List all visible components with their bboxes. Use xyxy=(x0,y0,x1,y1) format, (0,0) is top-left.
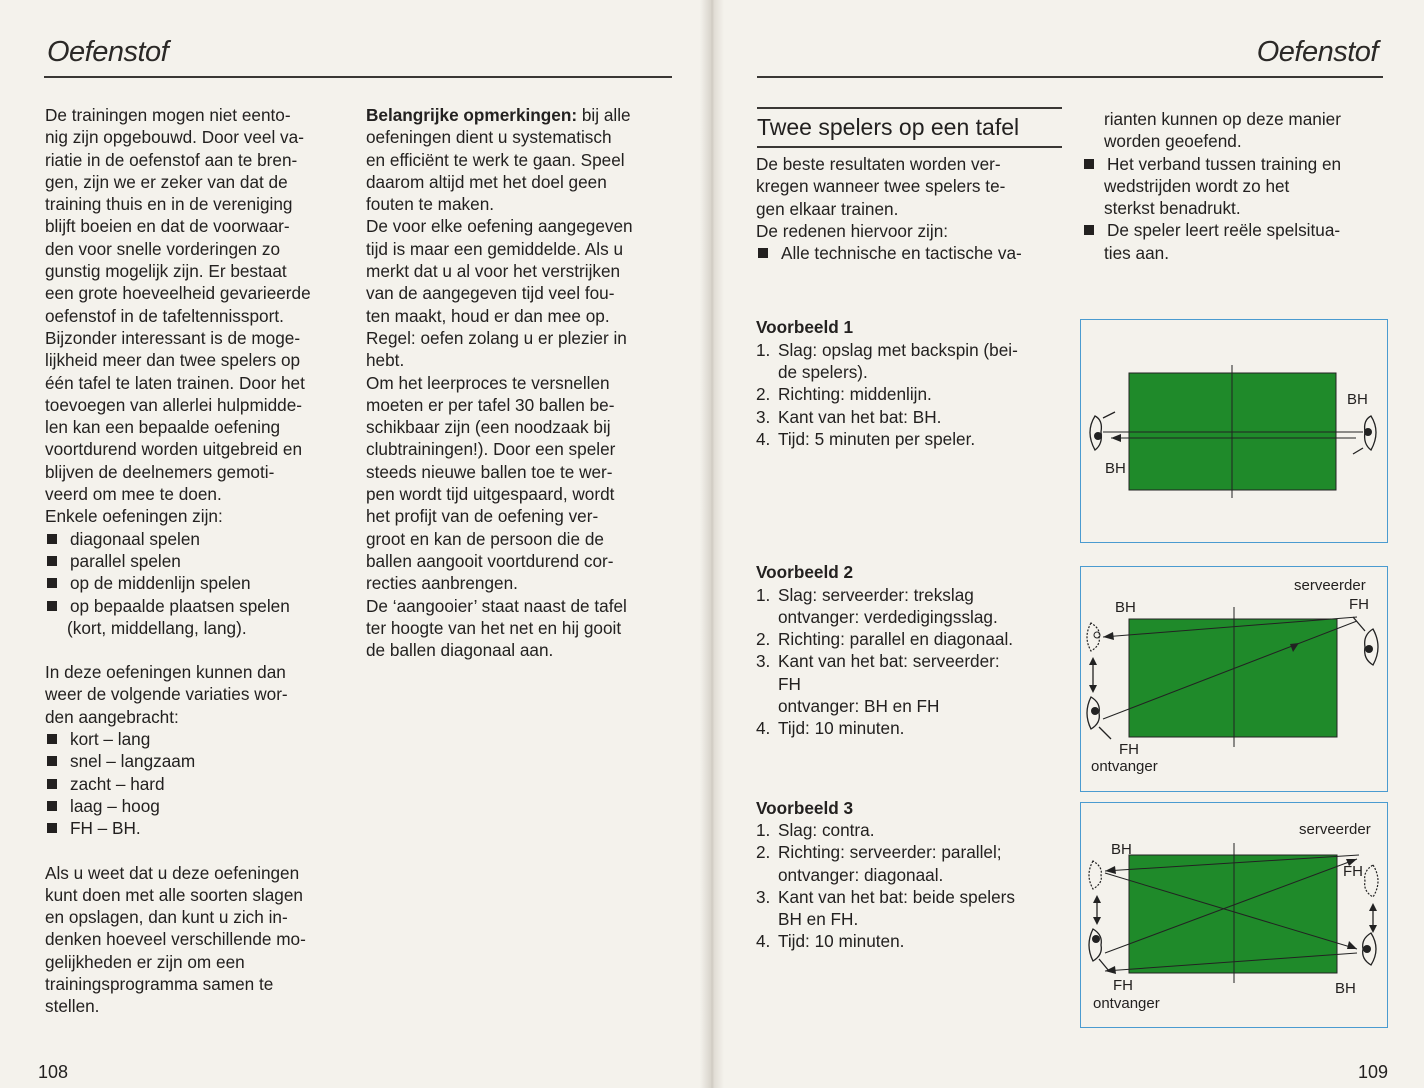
section-rule-top xyxy=(757,107,1062,109)
reason-list-item-cont: worden geoefend. xyxy=(1104,131,1242,152)
player-icon xyxy=(1353,416,1376,454)
body-text-line: denken hoeveel verschillende mo- xyxy=(45,929,306,950)
body-text-line: tijd is maar een gemiddelde. Als u xyxy=(366,238,623,259)
label-bh: BH xyxy=(1105,460,1126,477)
exercise-list-item: op bepaalde plaatsen spelen xyxy=(45,595,365,617)
exercise-list-item-cont: (kort, middellang, lang). xyxy=(67,617,247,638)
reason-list-item: De speler leert reële spelsitua- xyxy=(1082,219,1382,241)
diagram-voorbeeld-1 xyxy=(1080,319,1388,543)
example-item-line xyxy=(756,819,1066,841)
example-item-number: 1. xyxy=(756,584,771,605)
body-text-line: schikbaar zijn (een noodzaak bij xyxy=(366,417,611,438)
example-item-line xyxy=(756,606,1066,628)
example-item-text: Kant van het bat: BH. xyxy=(778,406,942,427)
body-text-line: riatie in de oefenstof aan te bren- xyxy=(45,149,298,170)
body-text-line: De ‘aangooier’ staat naast de tafel xyxy=(366,595,627,616)
body-text-line: groot en kan de persoon die de xyxy=(366,528,604,549)
table-surface xyxy=(1129,855,1337,973)
example-item-text: Slag: contra. xyxy=(778,819,875,840)
example-title: Voorbeeld 3 xyxy=(756,797,854,818)
reason-list-item: wedstrijden wordt zo het xyxy=(1104,175,1290,196)
body-text-line: De trainingen mogen niet eento- xyxy=(45,105,291,125)
body-text-line: kunt doen met alle soorten slagen xyxy=(45,884,303,905)
example-item-text: Richting: serveerder: parallel; xyxy=(778,842,1002,863)
right-column-2 xyxy=(1082,108,1382,264)
example-item-line xyxy=(756,428,1066,450)
example-item-number: 2. xyxy=(756,384,771,405)
example-item-line xyxy=(756,841,1066,863)
body-text-line: Om het leerproces te versnellen xyxy=(366,372,610,393)
example-item-text: Tijd: 10 minuten. xyxy=(778,718,905,739)
example-item-text: Slag: opslag met backspin (bei- xyxy=(778,339,1018,360)
example-item-text: Kant van het bat: serveerder: xyxy=(778,651,1000,672)
body-text-line: voortdurend worden uitgebreid en xyxy=(45,439,303,460)
label-ontvanger: ontvanger xyxy=(1093,995,1160,1012)
example-item-text: Richting: middenlijn. xyxy=(778,384,932,405)
example-item-text: Slag: serveerder: trekslag xyxy=(778,584,974,605)
body-text-line: veerd om mee te doen. xyxy=(45,484,222,505)
player-icon xyxy=(1363,933,1376,965)
body-text-line: gunstig mogelijk zijn. Er bestaat xyxy=(45,261,287,282)
example-item-number: 1. xyxy=(756,339,771,360)
variation-list-item: zacht – hard xyxy=(45,773,365,795)
right-header-rule xyxy=(757,76,1383,78)
label-bh: BH xyxy=(1111,841,1132,858)
example-item-text: Tijd: 10 minuten. xyxy=(778,931,905,952)
body-text-line: trainingsprogramma samen te xyxy=(45,973,274,994)
body-text-line: hebt. xyxy=(366,350,405,371)
label-serveerder: serveerder xyxy=(1294,577,1366,594)
player-icon xyxy=(1087,697,1111,739)
body-text-line: steeds nieuwe ballen toe te wer- xyxy=(366,461,613,482)
player-icon xyxy=(1089,861,1101,889)
player-icon xyxy=(1090,412,1115,450)
exercise-list-item: diagonaal spelen xyxy=(45,528,365,550)
right-page-number: 109 xyxy=(1358,1062,1389,1082)
diagram-voorbeeld-2 xyxy=(1080,566,1388,792)
example-item-line xyxy=(756,695,1066,717)
body-text-line: het profijt van de oefening ver- xyxy=(366,506,599,527)
body-text-line: een grote hoeveelheid gevarieerde xyxy=(45,283,311,304)
example-item-line xyxy=(756,339,1066,361)
double-arrow-icon xyxy=(1093,895,1101,925)
body-text-line: daarom altijd met het doel geen xyxy=(366,171,607,192)
example-item-line xyxy=(756,584,1066,606)
body-text-line: In deze oefeningen kunnen dan xyxy=(45,662,286,683)
example-item-line xyxy=(756,886,1066,908)
body-text-line: fouten te maken. xyxy=(366,194,495,215)
body-text-line: Als u weet dat u deze oefeningen xyxy=(45,862,300,883)
label-bh: BH xyxy=(1335,980,1356,997)
body-text-line: len kan een bepaalde oefening xyxy=(45,417,281,438)
book-gutter xyxy=(700,0,724,1088)
example-item-text: BH en FH. xyxy=(778,909,859,930)
variation-list-item: laag – hoog xyxy=(45,795,365,817)
label-bh: BH xyxy=(1115,599,1136,616)
body-text-line: oefeningen dient u systematisch xyxy=(366,127,612,148)
reason-list-item-cont: rianten kunnen op deze manier xyxy=(1104,109,1341,129)
section-title: Twee spelers op een tafel xyxy=(757,114,1020,140)
diagram-1-drawing xyxy=(1081,320,1387,542)
body-text-line: gen elkaar trainen. xyxy=(756,198,899,219)
label-fh: FH xyxy=(1119,741,1139,758)
body-text-line: weer de volgende variaties wor- xyxy=(45,684,288,705)
label-bh: BH xyxy=(1347,391,1368,408)
body-text-line: De redenen hiervoor zijn: xyxy=(756,220,949,241)
body-text-line: toevoegen van allerlei hulpmidde- xyxy=(45,394,303,415)
label-fh: FH xyxy=(1343,863,1363,880)
double-arrow-icon xyxy=(1369,903,1377,933)
example-item-line xyxy=(756,406,1066,428)
example-item-number: 2. xyxy=(756,629,771,650)
label-ontvanger: ontvanger xyxy=(1091,758,1158,775)
example-item-line xyxy=(756,628,1066,650)
body-text-line: ballen aangooit voortdurend cor- xyxy=(366,550,614,571)
example-item-text: ontvanger: BH en FH xyxy=(778,696,940,717)
arrow-head xyxy=(1111,434,1121,442)
remarks-heading: Belangrijke opmerkingen: xyxy=(366,105,578,125)
body-text-line: moeten er per tafel 30 ballen be- xyxy=(366,394,615,415)
example-item-number: 4. xyxy=(756,931,771,952)
body-text-line: ten maakt, houd er dan mee op. xyxy=(366,305,610,326)
body-text-line: recties aanbrengen. xyxy=(366,573,518,594)
body-text-line: en efficiënt te werk te gaan. Speel xyxy=(366,149,625,170)
example-item-text: Richting: parallel en diagonaal. xyxy=(778,629,1014,650)
body-text-line: gen, zijn we er zeker van dat de xyxy=(45,171,288,192)
right-page-header: Oefenstof xyxy=(1256,36,1378,68)
body-text-line: De voor elke oefening aangegeven xyxy=(366,216,633,237)
example-item-number: 3. xyxy=(756,886,771,907)
example-item-line xyxy=(756,930,1066,952)
body-text-line: Bijzonder interessant is de moge- xyxy=(45,327,301,348)
player-icon xyxy=(1087,623,1100,651)
example-item-text: Kant van het bat: beide spelers xyxy=(778,886,1015,907)
example-item-number: 3. xyxy=(756,406,771,427)
reason-list-item: Alle technische en tactische va- xyxy=(756,242,1066,264)
example-item-text: de spelers). xyxy=(778,362,868,383)
right-column-1 xyxy=(756,153,1066,953)
example-item-number: 4. xyxy=(756,428,771,449)
example-item-line xyxy=(756,673,1066,695)
left-header-rule xyxy=(44,76,672,78)
example-item-line xyxy=(756,908,1066,930)
label-fh: FH xyxy=(1349,596,1369,613)
body-text-line: Regel: oefen zolang u er plezier in xyxy=(366,327,627,348)
example-item-number: 2. xyxy=(756,842,771,863)
example-item-line xyxy=(756,361,1066,383)
arrow-head xyxy=(1103,632,1114,640)
double-arrow-icon xyxy=(1089,657,1097,693)
example-item-text: FH xyxy=(778,673,801,694)
body-text-line: den voor snelle vorderingen zo xyxy=(45,238,281,259)
body-text-line: pen wordt tijd uitgespaard, wordt xyxy=(366,484,615,505)
body-text-line: stellen. xyxy=(45,996,100,1017)
exercise-list-item: parallel spelen xyxy=(45,550,365,572)
example-item-text: Tijd: 5 minuten per speler. xyxy=(778,428,976,449)
body-text-line: merkt dat u al voor het verstrijken xyxy=(366,261,621,282)
remarks-first-line-rest: bij alle xyxy=(577,105,631,125)
left-column-1 xyxy=(45,104,365,1018)
body-text-line: blijven de deelnemers gemoti- xyxy=(45,461,275,482)
example-item-number: 4. xyxy=(756,718,771,739)
player-icon xyxy=(1353,617,1378,665)
body-text-line: den aangebracht: xyxy=(45,706,179,727)
body-text-line: één tafel te laten trainen. Door het xyxy=(45,372,305,393)
example-item-line xyxy=(756,650,1066,672)
body-text-line: Enkele oefeningen zijn: xyxy=(45,506,223,527)
table-surface xyxy=(1129,619,1337,737)
example-item-number: 3. xyxy=(756,651,771,672)
player-icon xyxy=(1365,865,1378,897)
body-text-line: de ballen diagonaal aan. xyxy=(366,640,554,661)
example-item-line xyxy=(756,383,1066,405)
body-text-line: lijkheid meer dan twee spelers op xyxy=(45,350,301,371)
diagram-voorbeeld-3 xyxy=(1080,802,1388,1028)
arrow-head xyxy=(1105,866,1116,874)
left-page-number: 108 xyxy=(38,1062,69,1082)
body-text-line: ter hoogte van het net en hij gooit xyxy=(366,617,622,638)
exercise-list-item: op de middenlijn spelen xyxy=(45,572,365,594)
reason-list-item: sterkst benadrukt. xyxy=(1104,198,1241,219)
variation-list-item: kort – lang xyxy=(45,728,365,750)
body-text-line: De beste resultaten worden ver- xyxy=(756,154,1001,174)
example-item-text: ontvanger: diagonaal. xyxy=(778,864,944,885)
reason-list-item: Het verband tussen training en xyxy=(1082,153,1382,175)
body-text-line: gelijkheden er zijn om een xyxy=(45,951,245,972)
left-column-2 xyxy=(366,104,686,661)
remarks-first-line xyxy=(366,104,686,126)
arrow-head xyxy=(1347,941,1357,949)
label-serveerder: serveerder xyxy=(1299,821,1371,838)
example-item-line xyxy=(756,864,1066,886)
example-item-line xyxy=(756,717,1066,739)
variation-list-item: snel – langzaam xyxy=(45,750,365,772)
body-text-line: kregen wanneer twee spelers te- xyxy=(756,176,1006,197)
section-rule-bottom xyxy=(757,146,1062,148)
example-title: Voorbeeld 1 xyxy=(756,317,854,338)
body-text-line: clubtrainingen!). Door een speler xyxy=(366,439,616,460)
label-fh: FH xyxy=(1113,977,1133,994)
reason-list-item: ties aan. xyxy=(1104,242,1169,263)
left-page-header: Oefenstof xyxy=(47,36,169,68)
example-title: Voorbeeld 2 xyxy=(756,562,854,583)
body-text-line: oefenstof in de tafeltennissport. xyxy=(45,305,284,326)
body-text-line: nig zijn opgebouwd. Door veel va- xyxy=(45,127,304,148)
variation-list-item: FH – BH. xyxy=(45,817,365,839)
body-text-line: blijft boeien en dat de voorwaar- xyxy=(45,216,290,237)
player-icon xyxy=(1089,929,1109,971)
body-text-line: van de aangegeven tijd veel fou- xyxy=(366,283,615,304)
body-text-line: en opslagen, dan kunt u zich in- xyxy=(45,907,288,928)
example-item-text: ontvanger: verdedigingsslag. xyxy=(778,606,998,627)
example-item-number: 1. xyxy=(756,819,771,840)
body-text-line: training thuis en in de vereniging xyxy=(45,194,293,215)
